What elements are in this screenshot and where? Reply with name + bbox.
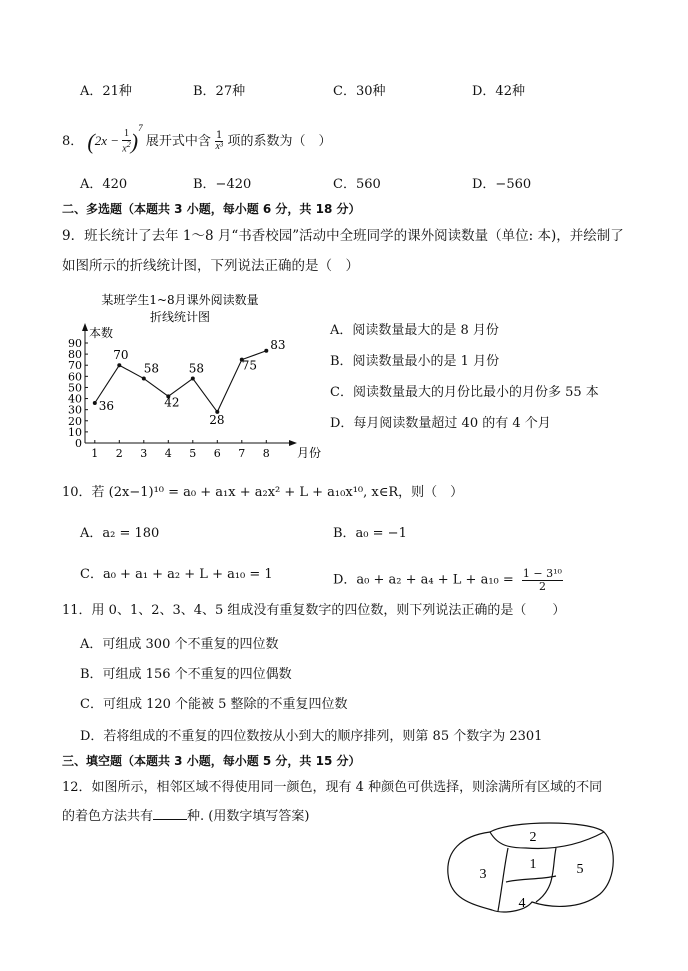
region-3-boundary xyxy=(498,848,508,911)
x-tick-label: 4 xyxy=(164,447,172,460)
q10-option-b: B．a₀ = −1 xyxy=(333,526,407,541)
data-point xyxy=(191,377,195,381)
section-2-heading: 二、多选题（本题共 3 小题，每小题 6 分，共 18 分） xyxy=(62,202,361,216)
data-label: 70 xyxy=(113,348,129,363)
x-axis-label: 月份 xyxy=(297,446,322,460)
q10-option-d-text: D．a₀ + a₂ + a₄ + L + a₁₀ = xyxy=(333,572,514,588)
section-3-heading: 三、填空题（本题共 3 小题，每小题 5 分，共 15 分） xyxy=(62,754,361,768)
q8-suffix: 展开式中含 xyxy=(145,134,211,149)
coloring-region-diagram xyxy=(440,818,620,918)
q9-option-a: A．阅读数量最大的是 8 月份 xyxy=(330,323,499,338)
q8-expression: (2x − $\frac{1}{x^2}$ )$^7$ xyxy=(87,123,143,155)
q7-option-a: A．21种 xyxy=(80,84,132,99)
y-tick-label: 40 xyxy=(68,392,82,406)
data-point xyxy=(264,349,268,353)
data-point xyxy=(142,377,146,381)
y-tick-label: 80 xyxy=(68,348,82,362)
region-label-5: 5 xyxy=(576,862,584,877)
q8-option-a: A．420 xyxy=(80,177,128,192)
x-tick-label: 6 xyxy=(213,447,221,460)
q8-option-c: C．560 xyxy=(333,177,381,192)
y-tick-label: 0 xyxy=(75,437,82,450)
q10-option-d xyxy=(333,568,563,592)
region-1-5-boundary xyxy=(536,848,556,902)
q9-option-d: D．每月阅读数量超过 40 的有 4 个月 xyxy=(330,416,551,431)
q8-number: 8． xyxy=(62,134,84,149)
y-tick-label: 30 xyxy=(68,403,82,417)
q10-option-d-fraction: $\frac{\text{1 − 3¹⁰}}{2}$ xyxy=(522,567,562,593)
q9-option-c: C．阅读数量最大的月份比最小的月份多 55 本 xyxy=(330,385,599,400)
y-axis-label: 本数 xyxy=(89,326,114,340)
y-axis-arrow xyxy=(82,323,88,331)
q11-option-a: A．可组成 300 个不重复的四位数 xyxy=(80,637,279,652)
q7-option-b: B．27种 xyxy=(193,84,246,99)
q12-stem-line2 xyxy=(62,810,309,823)
data-label: 58 xyxy=(188,361,205,376)
region-label-3: 3 xyxy=(479,867,487,882)
x-axis-arrow xyxy=(289,440,297,446)
x-tick-label: 1 xyxy=(91,447,99,460)
reading-line-chart xyxy=(55,288,322,466)
q8-question xyxy=(62,124,332,155)
x-tick-label: 3 xyxy=(140,447,148,460)
q8-option-d: D．−560 xyxy=(472,177,532,192)
q9-option-b: B．阅读数量最小的是 1 月份 xyxy=(330,354,500,369)
data-label: 36 xyxy=(98,399,115,413)
chart-title: 某班学生1~8月课外阅读数量 xyxy=(101,293,259,307)
region-label-1: 1 xyxy=(529,857,537,872)
y-tick-label: 10 xyxy=(68,425,82,439)
region-1-4-boundary xyxy=(506,876,556,882)
q11-option-b: B．可组成 156 个不重复的四位偶数 xyxy=(80,667,292,682)
q11-stem: 11．用 0、1、2、3、4、5 组成没有重复数字的四位数，则下列说法正确的是（ ） xyxy=(62,603,566,618)
q10-option-c: C．a₀ + a₁ + a₂ + L + a₁₀ = 1 xyxy=(80,567,273,582)
q10-stem: 10．若 (2x−1)¹⁰ = a₀ + a₁x + a₂x² + L + a₁₀x¹⁰, x∈R，则（ ） xyxy=(62,485,464,500)
data-label: 83 xyxy=(270,337,286,352)
x-tick-label: 8 xyxy=(262,447,270,460)
q9-stem-line1: 9．班长统计了去年 1～8 月“书香校园”活动中全班同学的课外阅读数量（单位: 本)，并绘制了 xyxy=(62,228,624,244)
y-tick-label: 20 xyxy=(68,414,82,428)
data-point xyxy=(117,363,121,367)
q11-option-c: C．可组成 120 个能被 5 整除的不重复四位数 xyxy=(80,697,348,712)
q12-stem-line1: 12．如图所示，相邻区域不得使用同一颜色，现有 4 种颜色可供选择，则涂满所有区域的不同 xyxy=(62,780,603,795)
data-point xyxy=(93,401,97,405)
y-tick-label: 70 xyxy=(68,359,82,373)
q7-option-c: C．30种 xyxy=(333,84,386,99)
chart-subtitle: 折线统计图 xyxy=(149,310,211,324)
y-tick-label: 50 xyxy=(68,381,82,395)
region-2-lower-boundary xyxy=(490,832,604,848)
q10-option-a: A．a₂ = 180 xyxy=(80,526,160,541)
data-label: 75 xyxy=(241,358,258,373)
q9-stem-line2: 如图所示的折线统计图，下列说法正确的是（ ） xyxy=(62,258,359,274)
q7-option-d: D．42种 xyxy=(472,84,525,99)
data-label: 58 xyxy=(143,361,160,376)
x-tick-label: 5 xyxy=(189,447,197,460)
x-tick-label: 7 xyxy=(238,447,246,460)
y-tick-label: 90 xyxy=(68,337,82,350)
x-tick-label: 2 xyxy=(115,447,123,460)
q11-option-d: D．若将组成的不重复的四位数按从小到大的顺序排列，则第 85 个数字为 2301 xyxy=(80,729,543,744)
region-label-4: 4 xyxy=(518,896,526,911)
y-tick-label: 60 xyxy=(68,370,82,384)
q12-answer-blank[interactable] xyxy=(153,819,187,820)
q12-text-after-blank: 种. (用数字填写答案) xyxy=(187,809,310,824)
data-label: 28 xyxy=(209,412,225,427)
data-label: 42 xyxy=(164,395,180,410)
q8-term-fraction: $\frac{1}{\text{x³}}$ xyxy=(215,129,223,152)
q12-text-before-blank: 的着色方法共有 xyxy=(62,809,154,824)
q8-option-b: B．−420 xyxy=(193,177,252,192)
region-label-2: 2 xyxy=(529,830,537,845)
q8-tail: 项的系数为（ ） xyxy=(227,134,332,149)
